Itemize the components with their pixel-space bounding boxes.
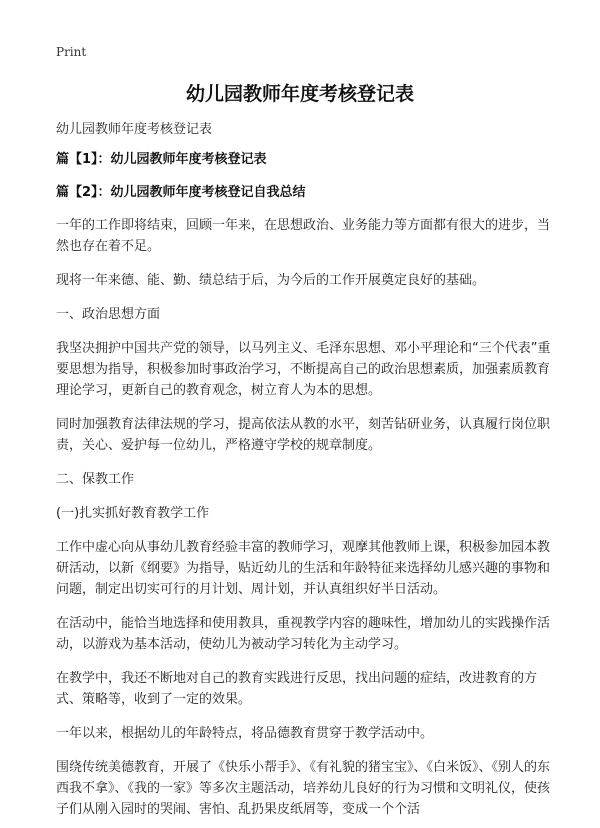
paragraph: 现将一年来德、能、勤、绩总结于后，为今后的工作开展奠定良好的基础。 xyxy=(56,273,486,288)
document-body xyxy=(56,119,556,828)
paragraph: 围绕传统美德教育，开展了《快乐小帮手》、《有礼貌的猪宝宝》、《白米饭》、《别人的东西我不拿》、《我的一家》等多次主题活动，培养幼儿良好的行为习惯和文明礼仪，使孩子们从刚入园时的哭闹、害怕、乱扔果皮纸屑等，变成一个个活 xyxy=(56,760,551,817)
paragraph: 一年以来，根据幼儿的年龄特点，将品德教育贯穿于教学活动中。 xyxy=(56,726,434,741)
article-heading-2: 篇【2】：幼儿园教师年度考核登记自我总结 xyxy=(56,185,306,200)
section-heading: 一、政治思想方面 xyxy=(56,307,161,322)
paragraph: 在活动中，能恰当地选择和使用教具，重视教学内容的趣味性，增加幼儿的实践操作活动，以游戏为基本活动，使幼儿为被动学习转化为主动学习。 xyxy=(56,616,551,652)
page-title: 幼儿园教师年度考核登记表 xyxy=(185,83,414,105)
print-link[interactable]: Print xyxy=(56,45,87,59)
article-heading-1: 篇【1】：幼儿园教师年度考核登记表 xyxy=(56,152,267,167)
paragraph: 在教学中，我还不断地对自己的教育实践进行反思，找出问题的症结，改进教育的方式、策略等，收到了一定的效果。 xyxy=(56,671,538,707)
document-subtitle: 幼儿园教师年度考核登记表 xyxy=(56,122,213,137)
paragraph: 我坚决拥护中国共产党的领导，以马列主义、毛泽东思想、邓小平理论和“三个代表”重要思想为指导，积极参加时事政治学习，不断提高自己的政治思想素质，加强素质教育理论学习，更新自己的教育观念，树立育人为本的思想。 xyxy=(56,341,551,398)
subsection-heading: (一)扎实抓好教育教学工作 xyxy=(56,506,210,521)
section-heading: 二、保教工作 xyxy=(56,472,135,487)
paragraph: 一年的工作即将结束，回顾一年来，在思想政治、业务能力等方面都有很大的进步，当然也存在着不足。 xyxy=(56,218,551,254)
paragraph: 同时加强教育法律法规的学习，提高依法从教的水平，刻苦钻研业务，认真履行岗位职责，关心、爱护每一位幼儿，严格遵守学校的规章制度。 xyxy=(56,417,551,453)
paragraph: 工作中虚心向从事幼儿教育经验丰富的教师学习，观摩其他教师上课，积极参加园本教研活动，以新《纲要》为指导，贴近幼儿的生活和年龄特征来选择幼儿感兴趣的事物和问题，制定出切实可行的月计划、周计划，并认真组织好半日活动。 xyxy=(56,540,551,597)
